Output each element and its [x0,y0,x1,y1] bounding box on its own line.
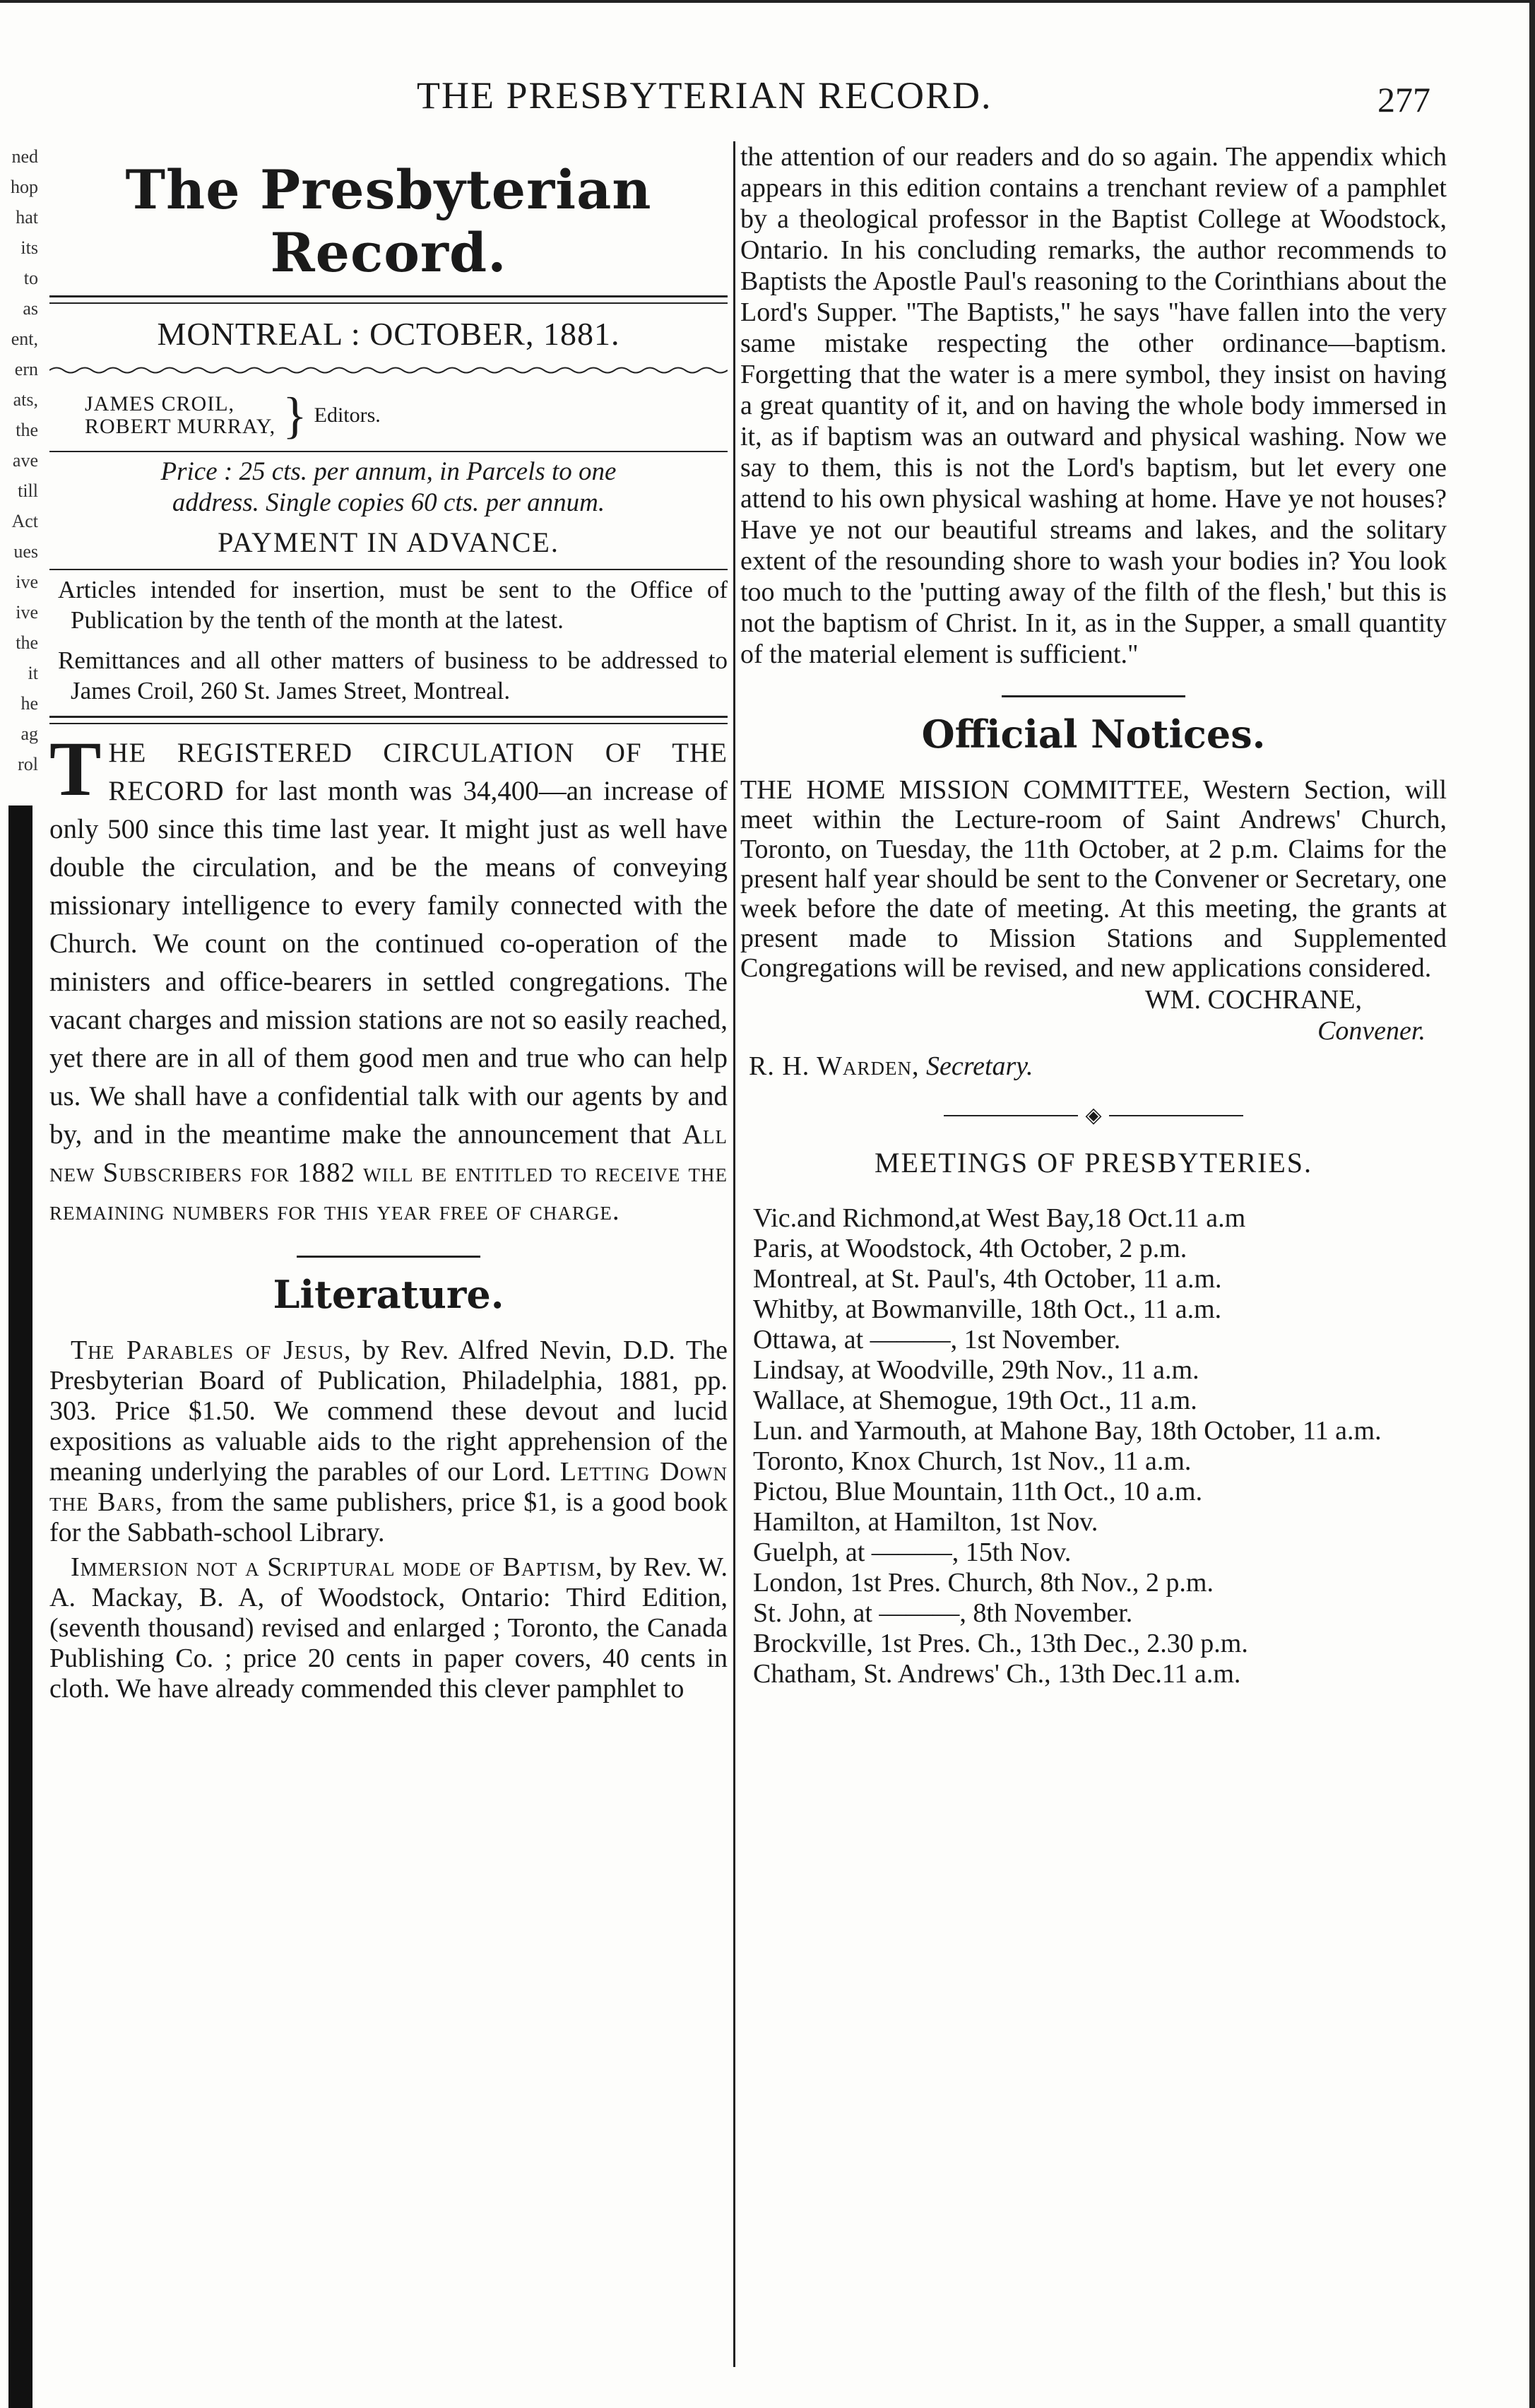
secretary-name: R. H. Warden, [749,1051,920,1081]
book-review: from the same publishers, price $1, is a good book for the Sabbath-school Library. [49,1487,728,1547]
circulation-article [49,726,728,1230]
masthead-title: The Presbyterian Record. [125,158,652,284]
margin-fragment: hop [11,177,38,197]
editor-name: ROBERT MURRAY, [85,415,276,438]
circulation-text: for last month was 34,400—an increase of only 500 since this time last year. It might just as well have double the circulation, and be the means of conveying missionary intelligence to every family connected with the Church. We count on the continued co-operation of the ministers and office-bearers in settled congregations. The vacant charges and mission stations are not so easily reached, yet there are in all of them good men and true who can help us. We shall have a confidential talk with our agents by and by, and in the meantime make the announcement that [49,776,728,1150]
margin-fragment: rol [18,754,38,774]
margin-fragment: ave [12,450,38,471]
price-line: address. Single copies 60 cts. per annum. [172,488,605,517]
meeting-entry: Guelph, at ———, 15th Nov. [753,1538,1072,1567]
rule-line [1109,1115,1243,1116]
margin-fragment: its [20,237,38,258]
margin-fragment: the [16,420,38,440]
section-rule [49,716,728,724]
margin-fragment: ats, [13,389,38,410]
meeting-entry: Lindsay, at Woodville, 29th Nov., 11 a.m. [753,1355,1199,1385]
meeting-entry: Wallace, at Shemogue, 19th Oct., 11 a.m. [753,1386,1197,1415]
margin-fragment: Act [11,511,38,531]
margin-fragment: it [28,663,38,683]
drop-cap: T [49,726,102,812]
review-continuation: the attention of our readers and do so again. The appendix which appears in this edition contains a trenchant review of a pamphlet by a theological professor in the Baptist College at Woodstock, Ontario. In his concluding remarks, the author recommends to Baptists the Apostle Paul's reasoning to the Corinthians about the Lord's Supper. "The Baptists," he says "have fallen into the very same mistake respecting the other ordinance—baptism. Forgetting that the water is a mere symbol, they insist on having a great quantity of it, and on having the whole body immersed in it, as if baptism was an outward and physical washing. Now we say to them, this is not the Lord's baptism, but let every one attend to his own physical washing at home. Have ye not houses? Have ye not our beautiful streams and lakes, and the solitary extent of the resounding shore to wash your bodies in? You look too much to the 'putting away of the filth of the flesh,' but this is not the baptism of Christ. In it, as in the Supper, a small quantity of the material element is sufficient." [740,142,1447,669]
book-review: by Rev. Alfred Nevin, D.D. The Presbyterian Board of Publication, Philadelphia, 1881, pp. 303. Price $1.50. We commend these devout and lucid expositions as valuable aids to the right apprehension of the meaning underlying the parables of our Lord. [49,1335,728,1487]
margin-fragment: he [20,693,38,714]
rule-line [944,1115,1078,1116]
meeting-entry: Paris, at Woodstock, 4th October, 2 p.m. [753,1234,1187,1263]
home-mission-notice [740,775,1447,983]
book-title: Immersion not a Scriptural mode of Baptism, [71,1552,603,1582]
book-title: The Parables of Jesus, [71,1335,352,1365]
margin-fragment: the [16,632,38,653]
ornamental-rule [740,1103,1447,1128]
meeting-entry: Montreal, at St. Paul's, 4th October, 11 a.m. [753,1264,1222,1294]
margin-fragment: to [23,268,38,288]
price-line: Price : 25 cts. per annum, in Parcels to one [160,457,617,486]
margin-fragment: ern [14,359,38,379]
rule [49,569,728,570]
meeting-entry: London, 1st Pres. Church, 8th Nov., 2 p.m. [753,1568,1214,1598]
margin-fragment: till [18,480,38,501]
signer-name: WM. COCHRANE, [1144,985,1362,1015]
meeting-entry: St. John, at ———, 8th November. [753,1598,1133,1628]
right-column [740,141,1447,1689]
circulation-lead: HE REGISTERED CIRCULATION OF THE RECORD [108,738,728,806]
literature-item [49,1335,728,1548]
meeting-entry: Toronto, Knox Church, 1st Nov., 11 a.m. [753,1446,1192,1476]
short-rule [297,1256,480,1258]
editor-names [85,393,275,438]
column-divider [733,141,735,2367]
meetings-list [740,1203,1447,1689]
running-title: THE PRESBYTERIAN RECORD. [417,74,992,117]
official-notices-heading: Official Notices. [921,712,1266,757]
margin-fragment: ues [13,541,38,562]
masthead-rule [49,295,728,304]
margin-fragment: ive [16,602,38,622]
short-rule [1002,695,1185,697]
literature-heading: Literature. [273,1272,504,1317]
meeting-entry: Pictou, Blue Mountain, 11th Oct., 10 a.m. [753,1477,1203,1506]
payment-notice: PAYMENT IN ADVANCE. [218,526,559,558]
left-column [49,141,728,1708]
margin-fragment: hat [16,207,38,228]
page-number: 277 [1377,80,1430,119]
meetings-heading: MEETINGS OF PRESBYTERIES. [874,1147,1313,1179]
running-head [0,73,1535,123]
secretary-signature [749,1051,1447,1082]
brace-glyph: } [283,387,307,444]
editors-block [85,387,728,444]
binding-gutter-shadow [8,805,32,2408]
price-notice [49,456,728,519]
signer-role: Convener. [1317,1016,1426,1046]
margin-fragment: ive [16,572,38,592]
ornament-icon: ◈ [1085,1104,1102,1127]
book-review: by Rev. W. A. Mackay, B. A, of Woodstock, Ontario: Third Edition, (seventh thousand) revised and enlarged ; Toronto, the Canada Publishing Co. ; price 20 cents in paper covers, 40 cents in cloth. We have already commended this clever pamphlet to [49,1552,728,1704]
meeting-entry: Ottawa, at ———, 1st November. [753,1325,1121,1354]
literature-item [49,1552,728,1704]
right-page-edge [1529,0,1535,2408]
meeting-entry: Chatham, St. Andrews' Ch., 13th Dec.11 a.m. [753,1659,1241,1689]
articles-notice: Articles intended for insertion, must be sent to the Office of Publication by the tenth of the month at the latest. [58,576,728,634]
book-title: Letting Down the Bars, [49,1457,728,1517]
meeting-entry: Whitby, at Bowmanville, 18th Oct., 11 a.m. [753,1294,1222,1324]
notice-lead: THE HOME MISSION COMMITTEE, [740,775,1190,805]
secretary-role: Secretary. [919,1051,1033,1081]
top-border [0,0,1535,3]
left-margin-fragments [0,141,42,779]
margin-fragment: ag [20,724,38,744]
rule [49,451,728,452]
meeting-entry: Hamilton, at Hamilton, 1st Nov. [753,1507,1098,1537]
editors-label: Editors. [314,403,381,427]
wavy-rule [49,365,728,375]
margin-fragment: as [23,298,38,319]
margin-fragment: ent, [11,329,38,349]
meeting-entry: Lun. and Yarmouth, at Mahone Bay, 18th October, 11 a.m. [753,1416,1382,1446]
circulation-closing: All new Subscribers for 1882 will be entitled to receive the remaining numbers for this year free of charge. [49,1119,728,1226]
remittances-notice: Remittances and all other matters of business to be addressed to James Croil, 260 St. James Street, Montreal. [58,647,728,704]
editor-name: JAMES CROIL, [85,392,235,415]
meeting-entry: Brockville, 1st Pres. Ch., 13th Dec., 2.30 p.m. [753,1629,1248,1658]
margin-fragment: ned [11,146,38,167]
notice-body: Western Section, will meet within the Lecture-room of Saint Andrews' Church, Toronto, on Tuesday, the 11th October, at 2 p.m. Claims for the present half year should be sent to the Convener or Secretary, one week before the date of meeting. At this meeting, the grants at present made to Mission Stations and Supplemented Congregations will be revised, and new applications considered. [740,775,1447,983]
dateline: MONTREAL : OCTOBER, 1881. [157,316,620,352]
meeting-entry: Vic.and Richmond,at West Bay,18 Oct.11 a.m [753,1203,1246,1233]
